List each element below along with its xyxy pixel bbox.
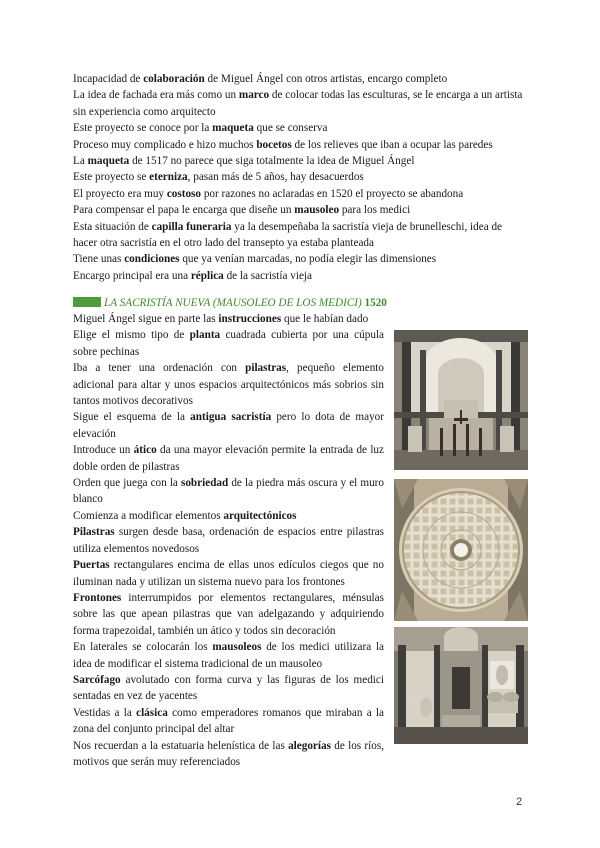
text-run: Comienza a modificar elementos [73,509,224,522]
text-run: de los medici utilizara la idea de modificar el sistema tradicional de un mausoleo [73,641,384,670]
heading-marker [73,297,101,307]
paragraph [73,71,528,87]
bold-term: colaboración [143,73,205,85]
paragraph [73,268,528,284]
section-paragraphs [73,311,384,770]
text-run: Vestidas a la [73,706,137,719]
bold-term: bocetos [256,138,292,151]
text-run: de los relieves que iban a ocupar las paredes [291,138,493,151]
text-run: de la piedra más oscura y el muro blanco [73,477,384,506]
paragraph [73,508,384,524]
paragraph [73,475,384,508]
bold-term: instrucciones [218,313,282,325]
text-run: El proyecto era muy [73,187,167,200]
paragraph [73,442,384,475]
text-run: que se conserva [253,122,328,135]
text-run: Encargo principal era una [73,269,191,282]
bold-term: maqueta [87,155,130,168]
paragraph [73,738,384,771]
bold-term: marco [238,89,270,102]
paragraph [73,120,528,136]
text-run: Iba a tener una ordenación con [73,362,246,375]
paragraph [73,311,384,327]
heading-title: LA SACRISTÍA NUEVA (MAUSOLEO DE LOS MEDICI) [104,297,362,309]
paragraph [73,409,384,442]
paragraph [73,219,528,252]
paragraph [73,360,384,409]
text-run: ya la desempeñaba la sacristía vieja de brunelleschi, idea de hacer otra sacristía en el otro lado del transepto ya estaba planteada [73,220,503,250]
paragraph [73,251,528,267]
bold-term: réplica [190,269,224,282]
bold-term: pilastras [245,362,287,375]
paragraph [73,202,528,218]
paragraph [73,327,384,360]
text-run: que ya venían marcadas, no podía elegir las dimensiones [179,253,437,266]
text-run: Para compensar el papa le encarga que diseñe un [73,204,295,217]
paragraph [73,524,384,557]
heading-year: 1520 [364,297,387,309]
text-run: para los medici [339,204,411,217]
text-run: Tiene unas [73,253,125,266]
text-run: cuadrada cubierta por una cúpula sobre pechinas [73,329,384,358]
bold-term: sobriedad [180,477,229,490]
section-heading [73,295,528,311]
text-run: Este proyecto se conoce por la [73,122,213,135]
paragraph [73,672,384,705]
text-run: surgen desde basa, ordenación de espacios entre pilastras utiliza elementos novedosos [73,526,384,555]
text-run: Nos recuerdan a la estatuaria helenística de las [73,739,289,752]
bold-term: eterniza [149,171,188,184]
text-run: de la sacristía vieja [223,269,312,282]
paragraph [73,639,384,672]
text-run: como emperadores romanos que miraban a la zona del conjunto principal del altar [73,706,384,736]
text-run: de los ríos, motivos que serán muy referenciados [73,739,384,768]
text-run: Miguel Ángel sigue en parte las [73,313,219,325]
photo-medici-tombs [394,627,528,744]
text-run: da una mayor elevación permite la entrada de luz doble orden de pilastras [73,444,384,473]
photo-coffered-dome [394,479,528,621]
bold-term: mausoleos [212,641,262,654]
text-run: avolutado con forma curva y las figuras de los medici sentadas en vez de yacentes [73,673,384,703]
text-run: pero lo dota de mayor elevación [73,411,384,440]
bold-term: planta [189,329,221,342]
bold-term: alegorías [288,739,331,752]
text-run: , pasan más de 5 años, hay desacuerdos [187,171,364,184]
text-run: , pequeño elemento adicional para altar y unos espacios arquitectónicos más sobrios sin tantos motivos decorativos [73,362,385,408]
bold-term: antigua sacristía [190,411,272,424]
paragraph [73,87,528,120]
paragraph [73,590,384,639]
text-run: Proceso muy complicado e hizo muchos [73,138,257,151]
text-run: por razones no aclaradas en 1520 el proyecto se abandona [201,187,464,200]
paragraph [73,557,384,590]
text-run: Orden que juega con la [73,477,181,490]
bold-term: Sarcófago [73,673,121,686]
bold-term: Frontones [73,591,122,604]
bold-term: mausoleo [294,204,340,217]
text-run: Sigue el esquema de la [73,411,191,424]
bold-term: capilla funeraria [151,220,232,233]
text-run: de colocar todas las esculturas, se le encarga a un artista sin experiencia como arquitecto [73,89,523,118]
text-run: La idea de fachada era más como un [73,89,239,102]
paragraph [73,153,528,169]
text-run: de 1517 no parece que siga totalmente la idea de Miguel Ángel [129,155,415,168]
text-run: que le habían dado [281,313,369,325]
text-run: La [73,155,88,168]
text-run: Introduce un [73,444,134,457]
text-run: rectangulares encima de ellas unos edículos ciegos que no iluminan nada y utilizan un sistema nuevo para los frontones [73,559,384,588]
paragraph [73,169,528,185]
bold-term: ático [133,444,157,457]
bold-term: clásica [136,706,168,719]
bold-term: maqueta [212,122,254,135]
intro-paragraphs [73,71,528,284]
page-number: 2 [516,796,523,808]
text-run: Elige el mismo tipo de [73,329,190,342]
bold-term: Pilastras [73,526,115,539]
paragraph [73,705,384,738]
text-run: Este proyecto se [73,171,150,184]
photo-sacristy-interior [394,330,528,470]
text-run: interrumpidos por elementos rectangulares, ménsulas sobre las que apean pilastras que van adelgazando y adquiriendo forma trapezoidal, también un ático y todos sin decoración [73,591,384,637]
paragraph [73,137,528,153]
bold-term: Puertas [73,559,110,572]
text-run: de Miguel Ángel con otros artistas, encargo completo [204,73,448,85]
bold-term: arquitectónicos [223,509,297,522]
bold-term: costoso [166,187,202,200]
paragraph [73,186,528,202]
text-run: En laterales se colocarán los [73,641,213,654]
text-run: Esta situación de [73,220,152,233]
text-run: Incapacidad de [73,73,144,85]
bold-term: condiciones [124,253,180,266]
